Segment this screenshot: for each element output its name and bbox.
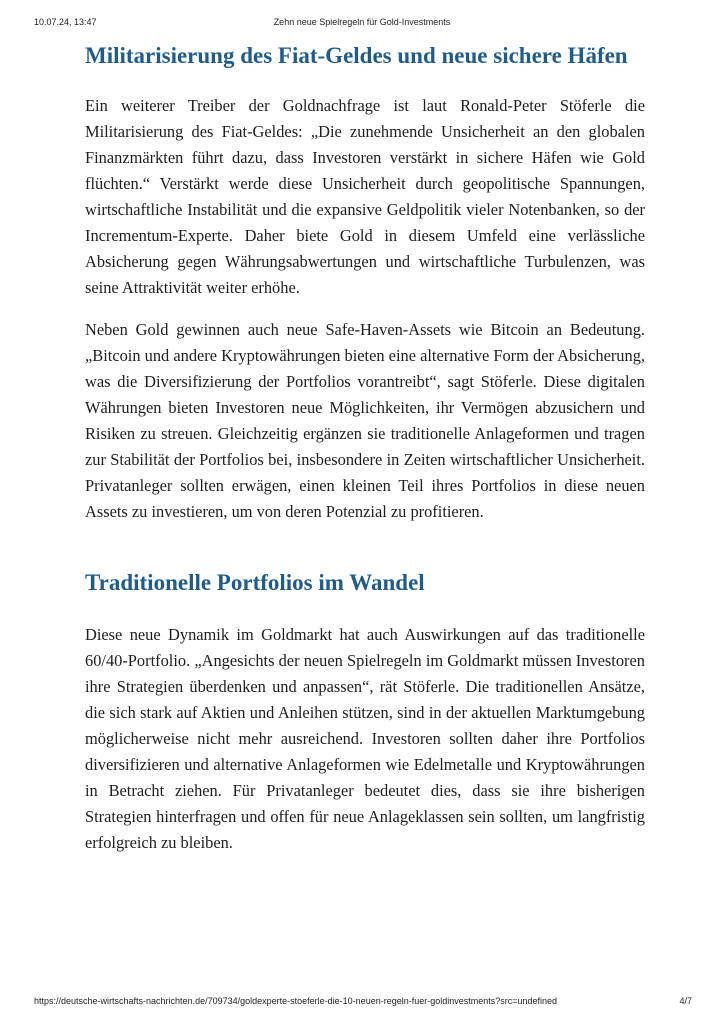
print-source-url: https://deutsche-wirtschafts-nachrichten.de/709734/goldexperte-stoeferle-die-10-neuen-regeln-fuer-goldinvestments?src=undefined	[34, 996, 558, 1006]
article-paragraph: Diese neue Dynamik im Goldmarkt hat auch Auswirkungen auf das traditionelle 60/40-Portfolio. „Angesichts der neuen Spielregeln im Goldmarkt müssen Investoren ihre Strategien überdenken und anpassen“, rät Stöferle. Die traditionellen Ansätze, die sich stark auf Aktien und Anleihen stützen, sind in der aktuellen Marktumgebung möglicherweise nicht mehr ausreichend. Investoren sollten daher ihre Portfolios diversifizieren und alternative Anlageformen wie Edelmetalle und Kryptowährungen in Betracht ziehen. Für Privatanleger bedeutet dies, dass sie ihre bisherigen Strategien hinterfragen und offen für neue Anlageklassen sein sollten, um langfristig erfolgreich zu bleiben.	[85, 625, 645, 852]
print-page-number: 4/7	[679, 996, 692, 1006]
print-date: 10.07.24, 13:47	[34, 17, 97, 27]
section-heading-portfolios: Traditionelle Portfolios im Wandel	[85, 570, 425, 595]
section-heading-militarisierung: Militarisierung des Fiat-Geldes und neue sichere Häfen	[85, 43, 628, 68]
article-content	[85, 40, 645, 856]
article-paragraph: Neben Gold gewinnen auch neue Safe-Haven-Assets wie Bitcoin an Bedeutung. „Bitcoin und andere Kryptowährungen bieten eine alternative Form der Absicherung, was die Diversifizierung der Portfolios vorantreibt“, sagt Stöferle. Diese digitalen Währungen bieten Investoren neue Möglichkeiten, ihr Vermögen abzusichern und Risiken zu streuen. Gleichzeitig ergänzen sie traditionelle Anlageformen und tragen zur Stabilität der Portfolios bei, insbesondere in Zeiten wirtschaftlicher Unsicherheit. Privatanleger sollten erwägen, einen kleinen Teil ihres Portfolios in diese neuen Assets zu investieren, um von deren Potenzial zu profitieren.	[85, 320, 645, 521]
article-paragraph: Ein weiterer Treiber der Goldnachfrage ist laut Ronald-Peter Stöferle die Militarisierung des Fiat-Geldes: „Die zunehmende Unsicherheit an den globalen Finanzmärkten führt dazu, dass Investoren verstärkt in sichere Häfen wie Gold flüchten.“ Verstärkt werde diese Unsicherheit durch geopolitische Spannungen, wirtschaftliche Instabilität und die expansive Geldpolitik vieler Notenbanken, so der Incrementum-Experte. Daher biete Gold in diesem Umfeld eine verlässliche Absicherung gegen Währungsabwertungen und wirtschaftliche Turbulenzen, was seine Attraktivität weiter erhöhe.	[85, 96, 645, 297]
print-page-title: Zehn neue Spielregeln für Gold-Investments	[273, 17, 451, 27]
